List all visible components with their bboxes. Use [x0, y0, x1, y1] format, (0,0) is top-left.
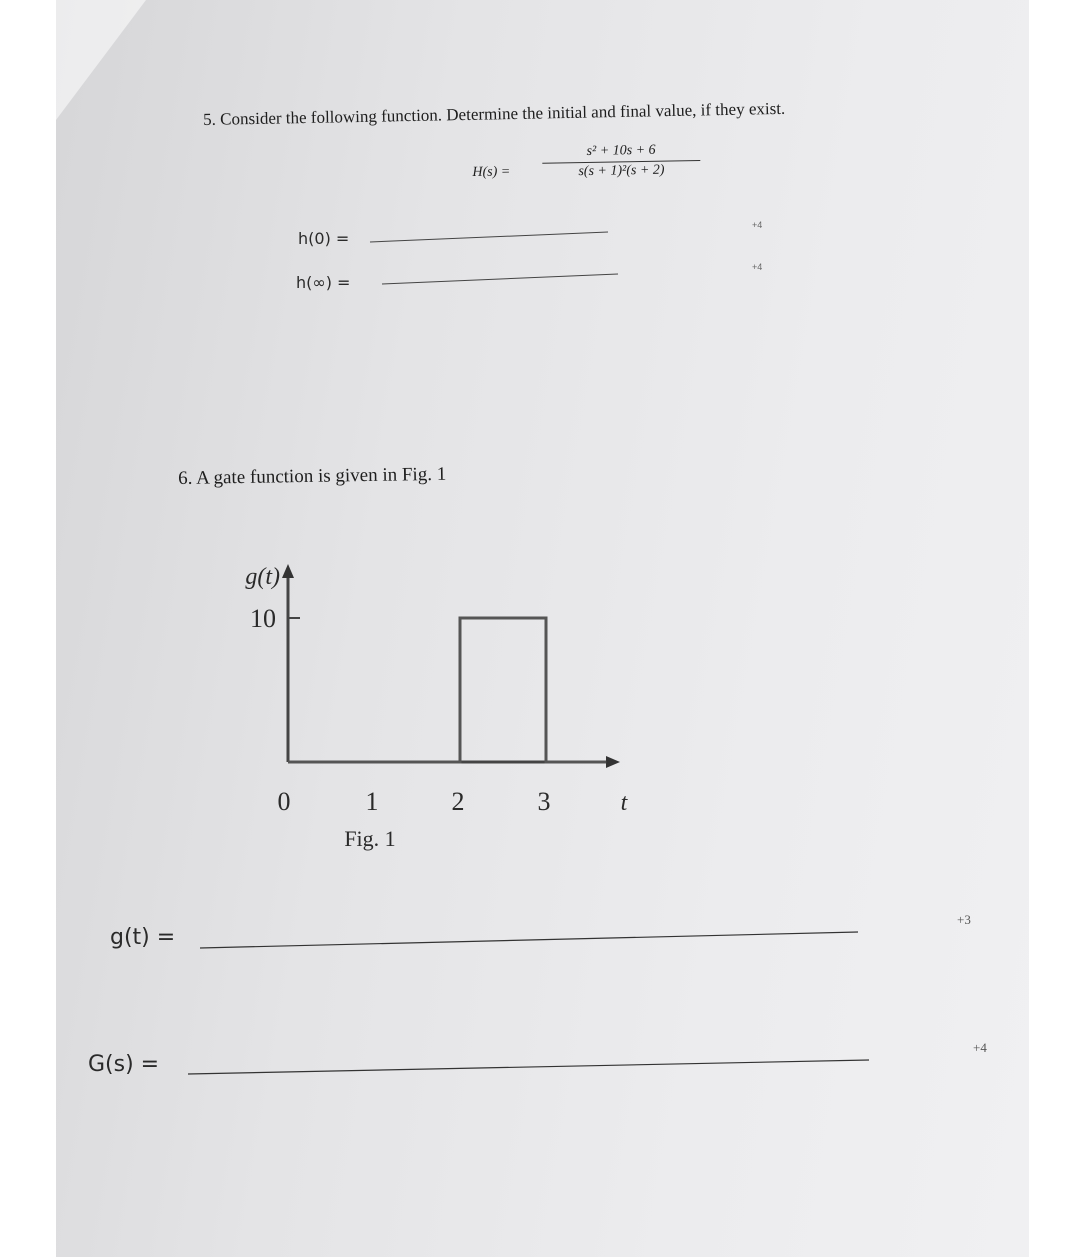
x-tick-label-1: 1 [365, 787, 379, 816]
G-s-answer-line[interactable] [186, 1056, 874, 1080]
figure-axes [282, 564, 620, 768]
G-s-points: +4 [973, 1040, 987, 1055]
initial-value-label: h(0) = [298, 229, 350, 248]
x-tick-label-3: 3 [537, 787, 551, 816]
final-value-label: h(∞) = [296, 273, 351, 292]
transfer-function-denominator: s(s + 1)²(s + 2) [578, 162, 665, 180]
y-tick-label-10: 10 [250, 604, 276, 633]
transfer-function-lhs: H(s) = [472, 164, 511, 180]
initial-value-answer-line[interactable] [368, 226, 613, 246]
figure-labels [245, 564, 628, 851]
initial-value-points: +4 [752, 220, 763, 230]
y-axis-label: g(t) [245, 564, 280, 590]
G-s-label: G(s) = [88, 1052, 160, 1077]
x-tick-label-2: 2 [451, 787, 465, 816]
y-axis-arrow [282, 564, 294, 578]
question-5-prompt: 5. Consider the following function. Determine the initial and final value, if they exist. [203, 98, 786, 129]
x-tick-label-0: 0 [277, 787, 291, 816]
transfer-function-numerator: s² + 10s + 6 [542, 142, 700, 164]
transfer-function-fraction [542, 142, 701, 181]
gate-pulse-line [288, 618, 606, 762]
g-t-label: g(t) = [110, 925, 176, 950]
final-value-points: +4 [752, 262, 763, 272]
g-t-answer-line[interactable] [198, 928, 863, 952]
figure-caption: Fig. 1 [344, 826, 396, 851]
final-value-answer-line[interactable] [380, 268, 625, 288]
page-fold-shadow [56, 0, 146, 120]
x-axis-arrow [606, 756, 620, 768]
figure-marks [288, 618, 606, 762]
x-axis-label: t [620, 790, 628, 816]
gate-function-figure [220, 550, 660, 860]
question-6-prompt: 6. A gate function is given in Fig. 1 [178, 463, 447, 489]
g-t-points: +3 [957, 912, 971, 927]
